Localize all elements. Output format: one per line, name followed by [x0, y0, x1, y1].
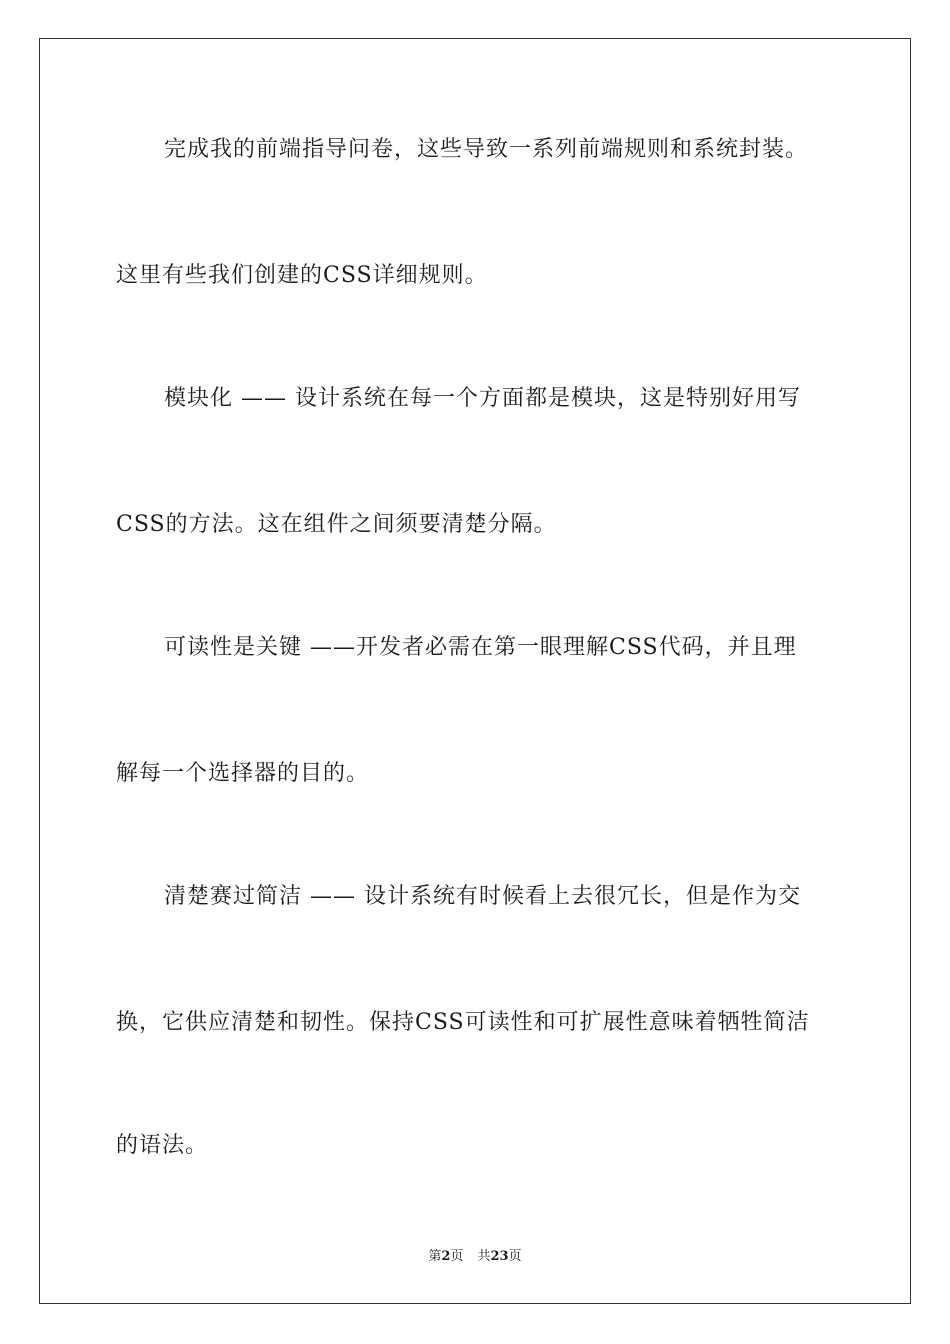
- paragraph-4-line-3: 的语法。: [116, 1133, 209, 1158]
- page-border: [39, 38, 911, 1304]
- page-number: 2: [441, 1249, 451, 1264]
- paragraph-4-line-1: 清楚赛过简洁 —— 设计系统有时候看上去很冗长，但是作为交: [164, 884, 801, 909]
- page-suffix: 页: [450, 1249, 464, 1264]
- paragraph-2-line-1: 模块化 —— 设计系统在每一个方面都是模块，这是特别好用写: [164, 386, 801, 411]
- paragraph-1-line-1: 完成我的前端指导问卷，这些导致一系列前端规则和系统封装。: [164, 137, 809, 162]
- paragraph-2-line-2: CSS的方法。这在组件之间须要清楚分隔。: [116, 512, 557, 537]
- paragraph-4-line-2: 换，它供应清楚和韧性。保持CSS可读性和可扩展性意味着牺牲简洁: [116, 1010, 810, 1035]
- page-footer: [0, 1248, 950, 1266]
- paragraph-3-line-1: 可读性是关键 ——开发者必需在第一眼理解CSS代码，并且理: [164, 635, 797, 660]
- total-pages: 23: [490, 1249, 509, 1264]
- total-prefix: 共: [477, 1249, 491, 1264]
- page-prefix: 第: [428, 1249, 442, 1264]
- paragraph-3-line-2: 解每一个选择器的目的。: [116, 761, 370, 786]
- paragraph-1-line-2: 这里有些我们创建的CSS详细规则。: [116, 263, 488, 288]
- total-suffix: 页: [508, 1249, 522, 1264]
